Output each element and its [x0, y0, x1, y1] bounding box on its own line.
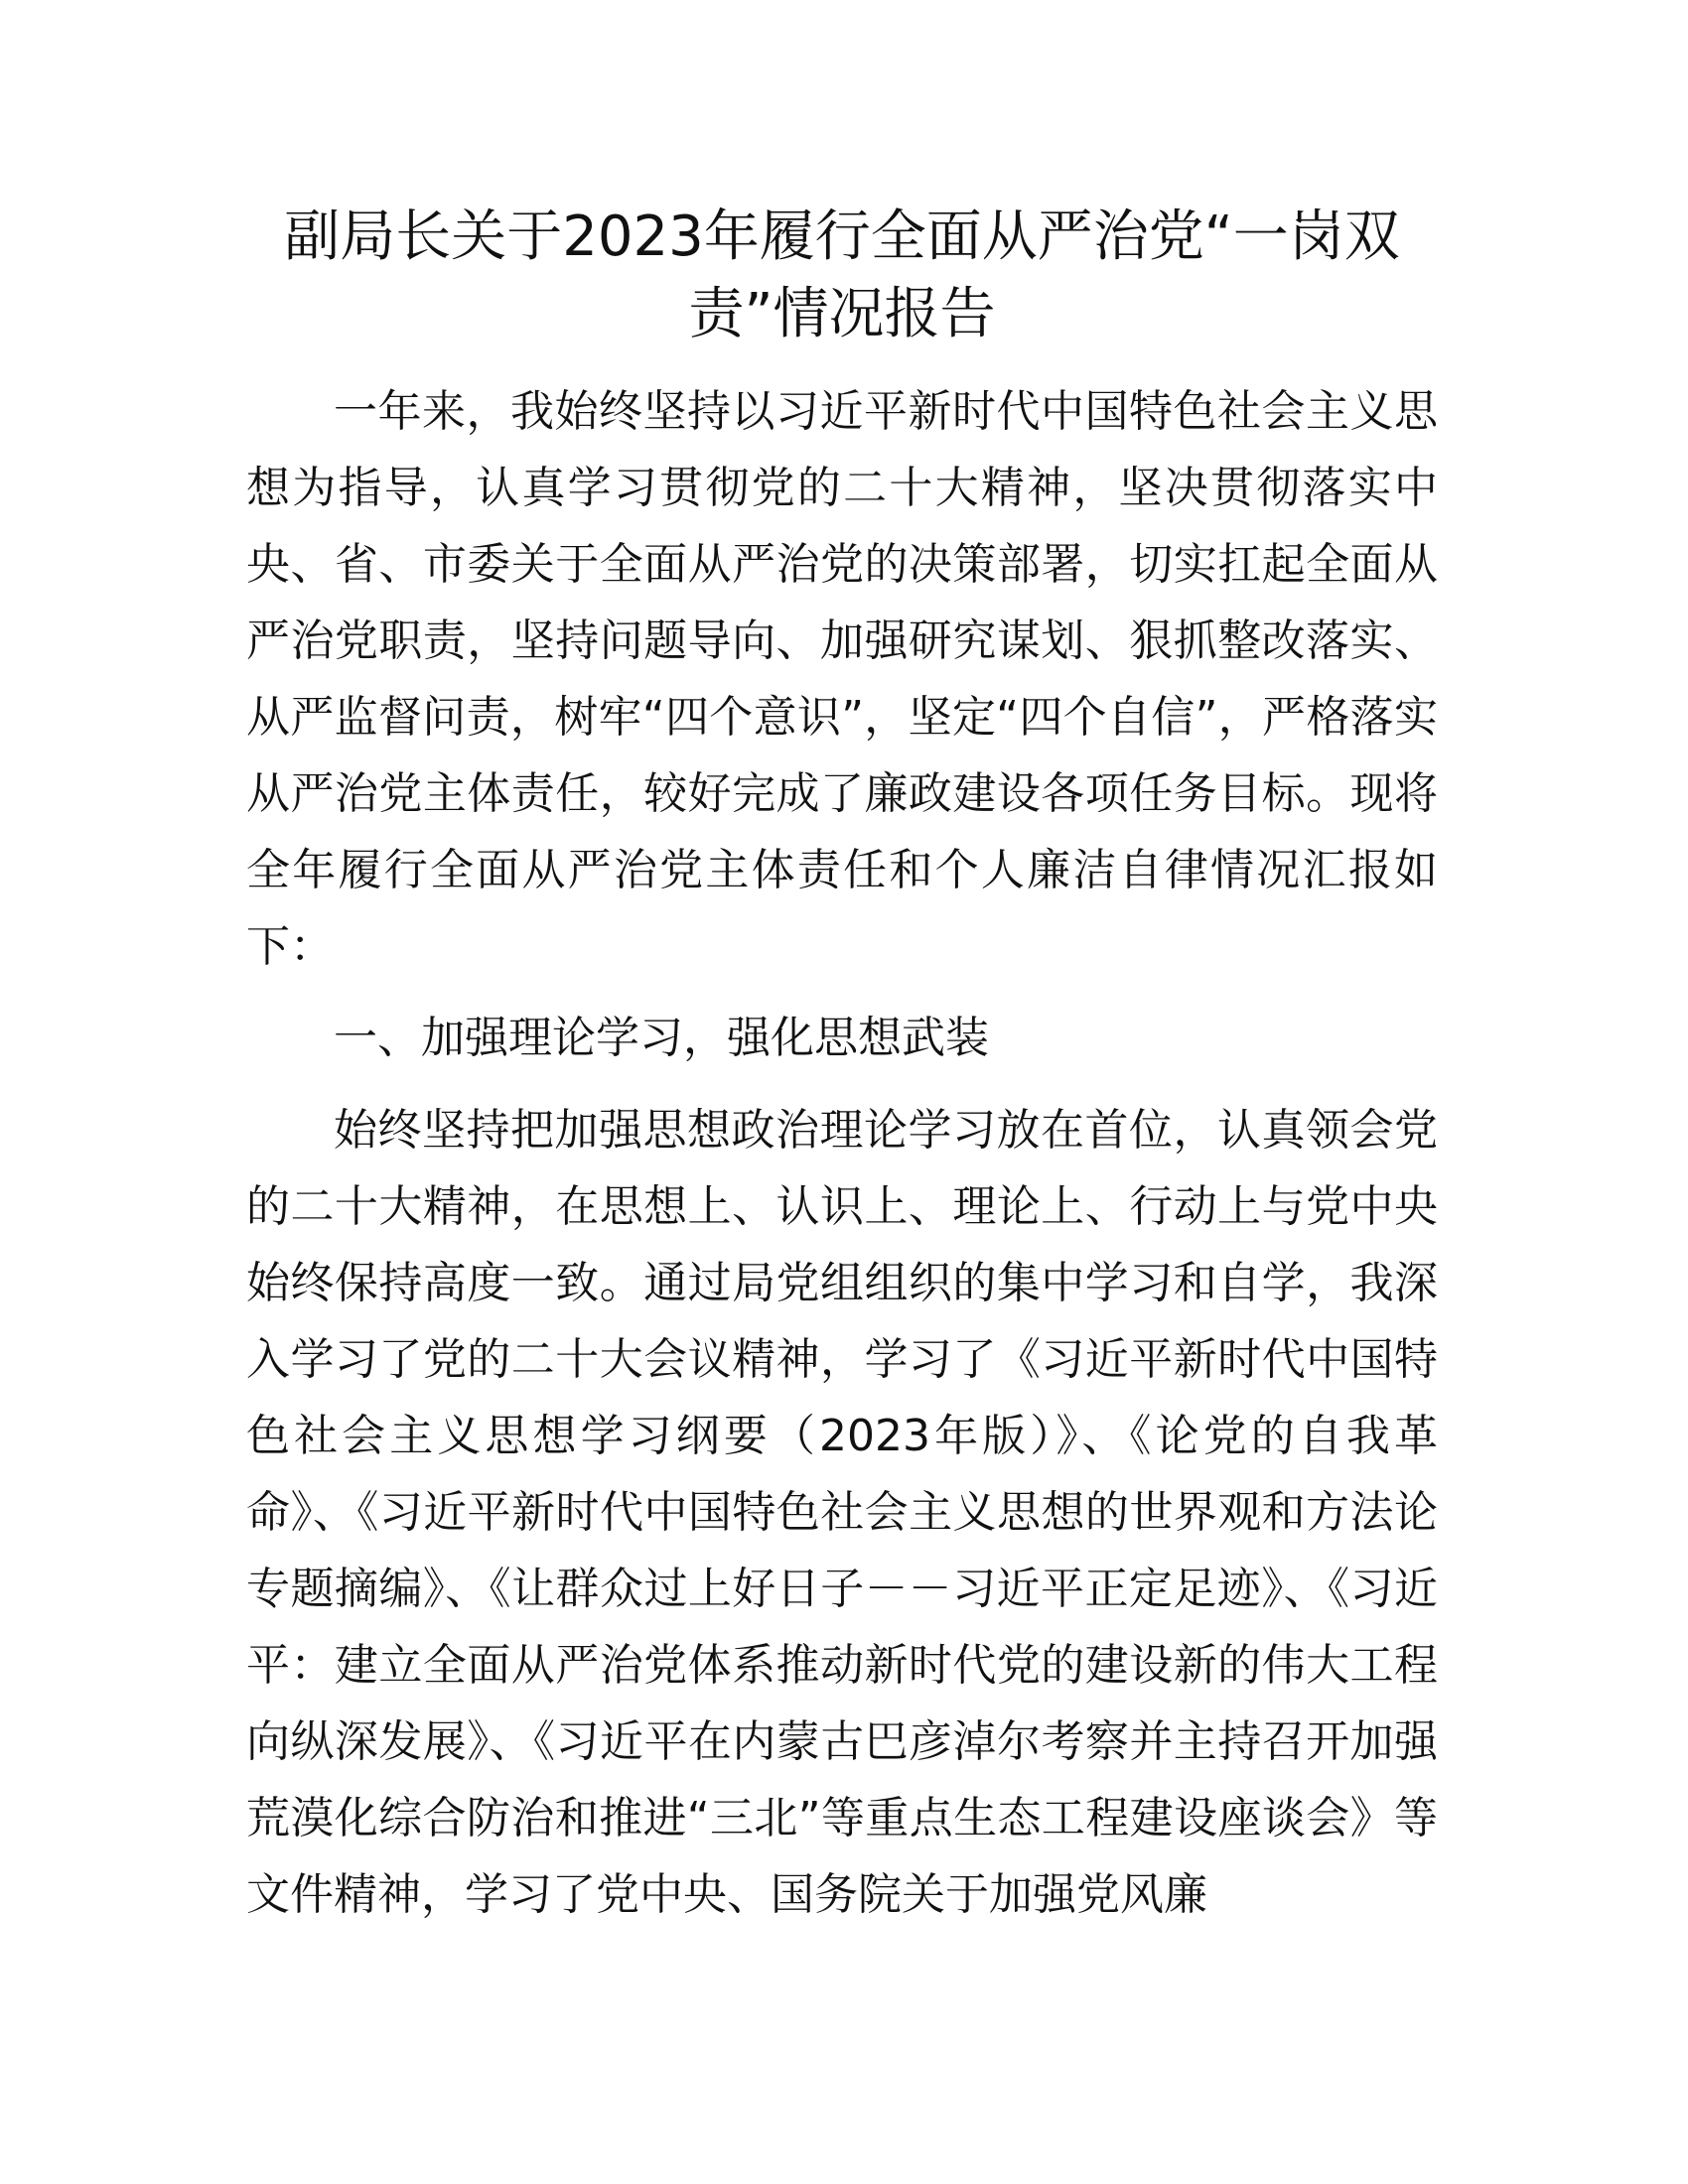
document-page [246, 199, 1438, 1933]
document-title: 副局长关于2023年履行全面从严治党“一岗双责”情况报告 [284, 205, 1400, 346]
section-1-body: 始终坚持把加强思想政治理论学习放在首位，认真领会党的二十大精神，在思想上、认识上、理论上、行动上与党中央始终保持高度一致。通过局党组组织的集中学习和自学，我深入学习了党的二十大会议精神，学习了《习近平新时代中国特色社会主义思想学习纲要（2023年版）》、《论党的自我革命》、《习近平新时代中国特色社会主义思想的世界观和方法论专题摘编》、《让群众过上好日子－－习近平正定足迹》、《习近平：建立全面从严治党体系推动新时代党的建设新的伟大工程向纵深发展》、《习近平在内蒙古巴彦淖尔考察并主持召开加强荒漠化综合防治和推进“三北”等重点生态工程建设座谈会》等文件精神，学习了党中央、国务院关于加强党风廉 [246, 1105, 1438, 1920]
section-heading-1: 一、加强理论学习，强化思想武装 [334, 1013, 989, 1063]
intro-paragraph: 一年来，我始终坚持以习近平新时代中国特色社会主义思想为指导，认真学习贯彻党的二十大精神，坚决贯彻落实中央、省、市委关于全面从严治党的决策部署，切实扛起全面从严治党职责，坚持问题导向、加强研究谋划、狠抓整改落实、从严监督问责，树牢“四个意识”，坚定“四个自信”，严格落实从严治党主体责任，较好完成了廉政建设各项任务目标。现将全年履行全面从严治党主体责任和个人廉洁自律情况汇报如下： [246, 386, 1438, 972]
